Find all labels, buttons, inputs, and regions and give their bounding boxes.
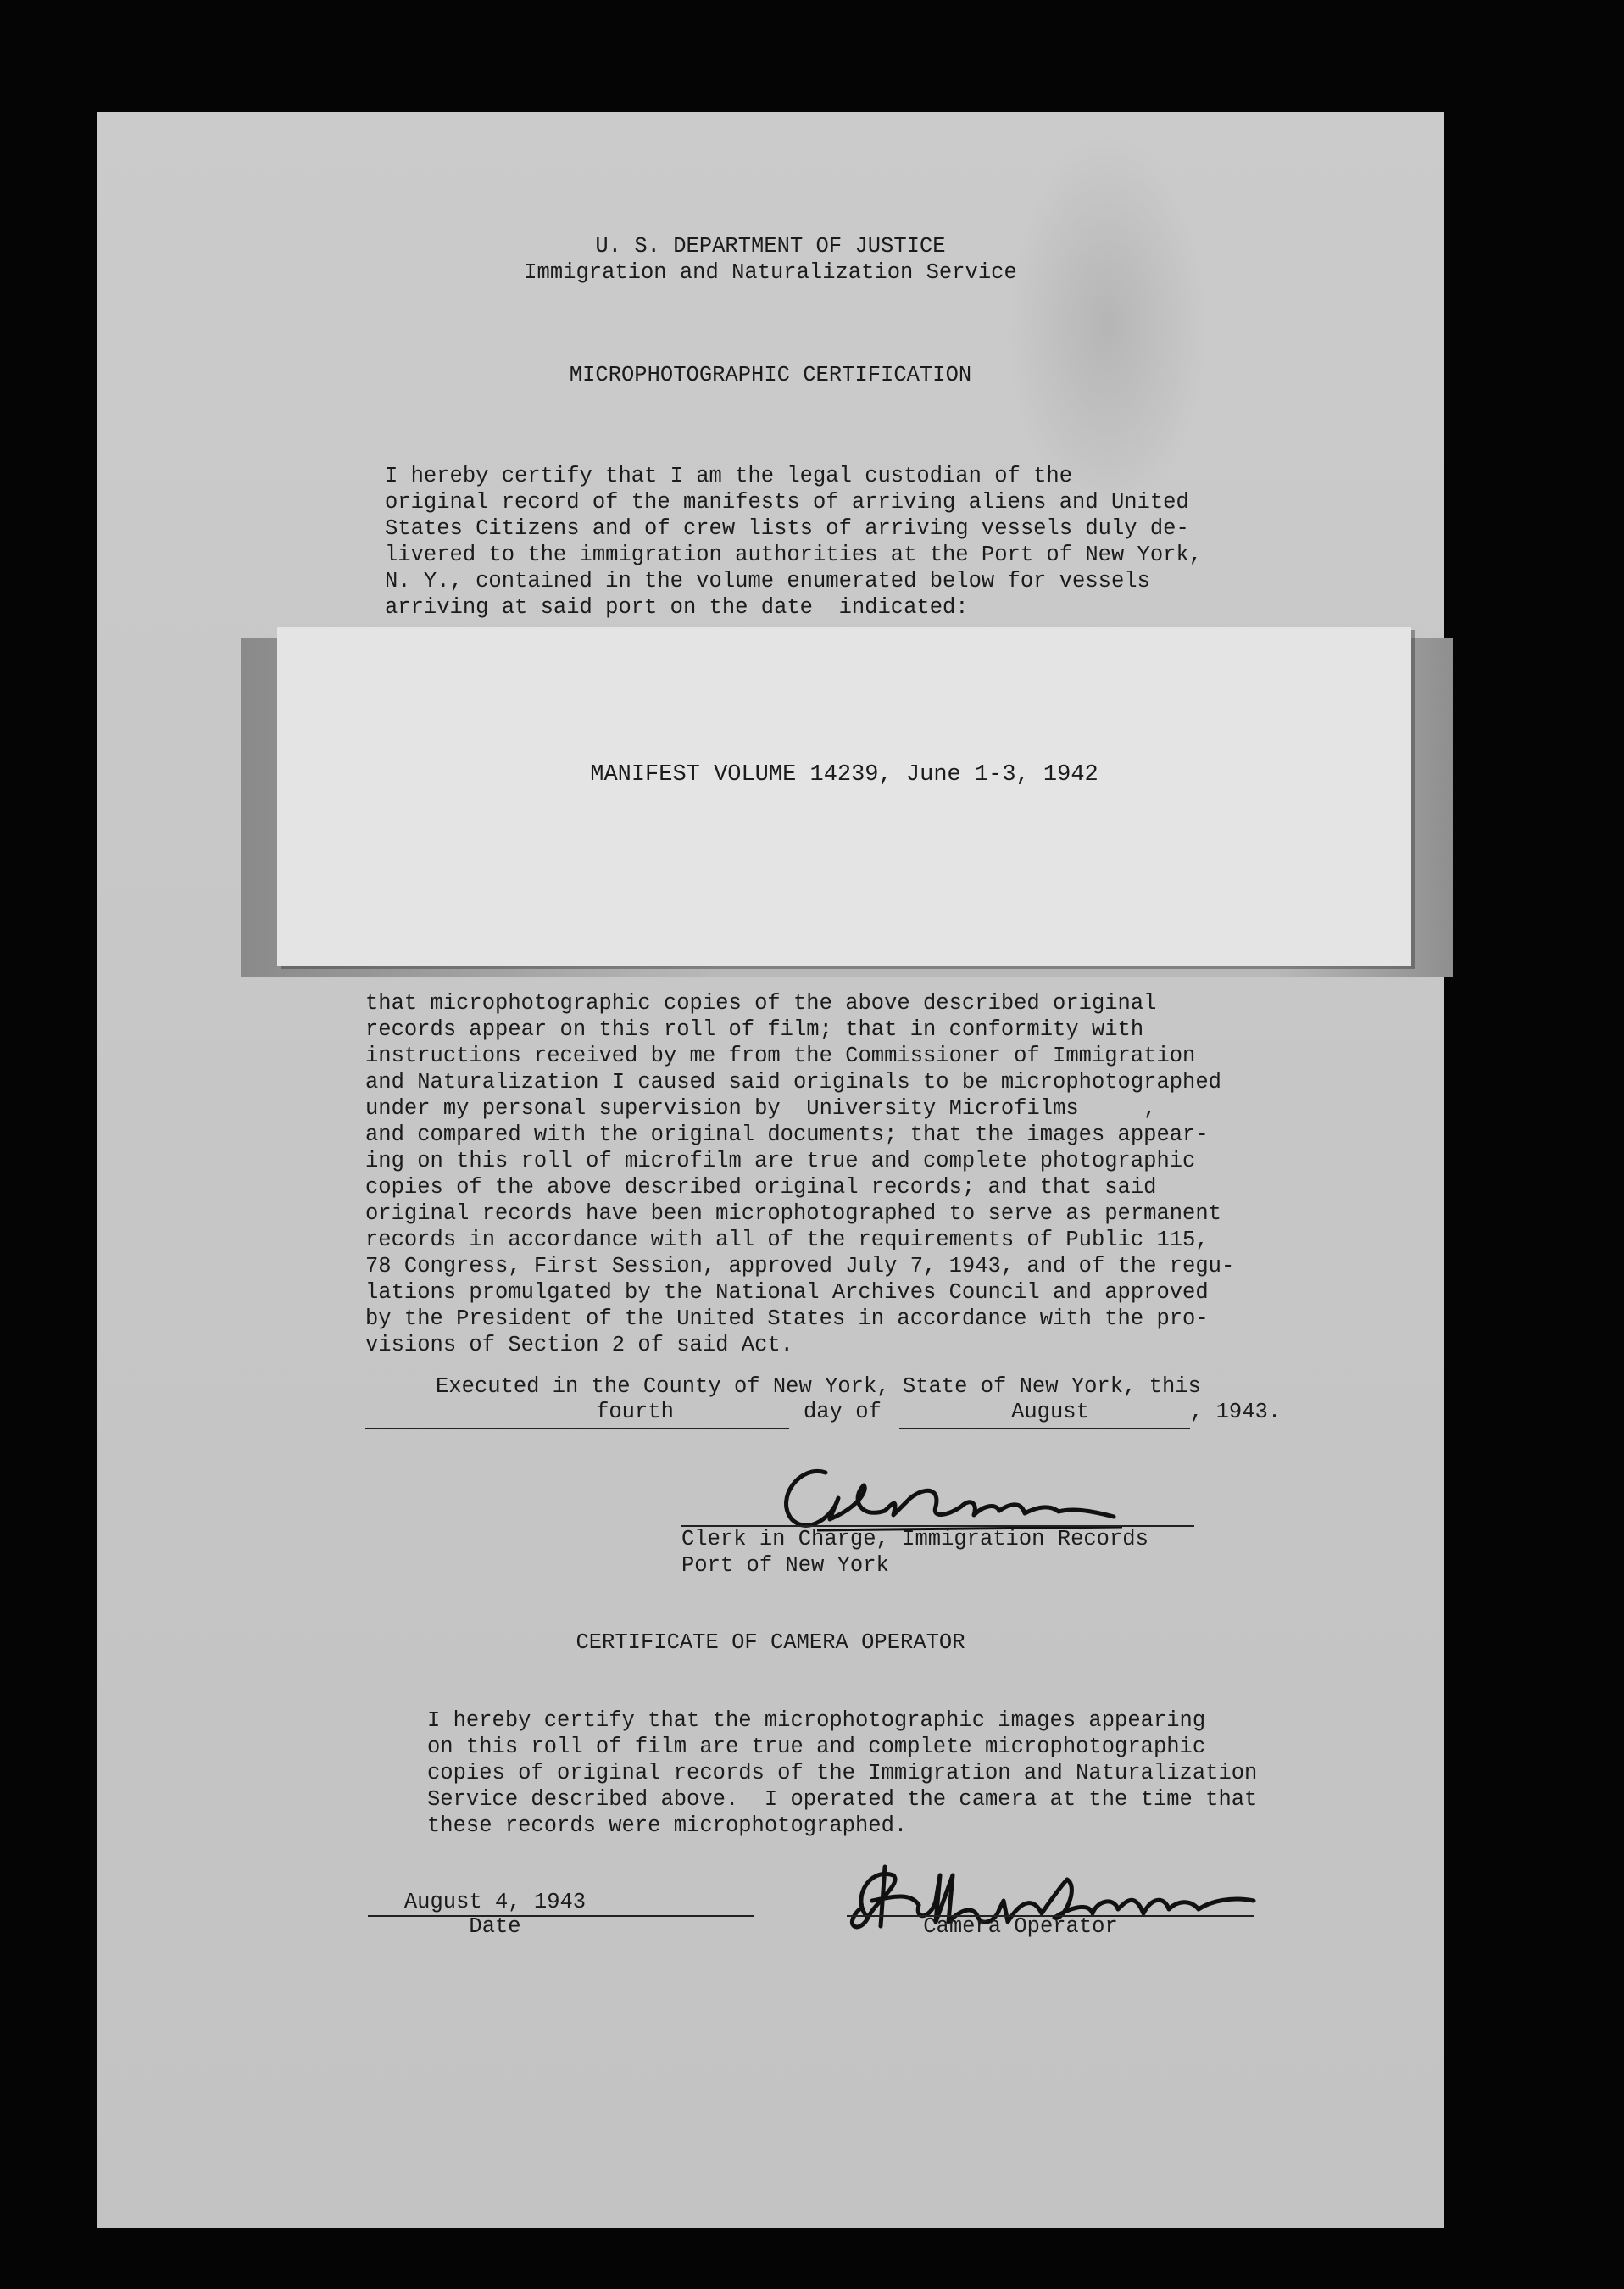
day-of-label: day of bbox=[804, 1400, 882, 1424]
intro-paragraph: I hereby certify that I am the legal custodian of the original record of the manifests of arriving aliens and United States Citizens and of crew lists of arriving vessels duly de- livered to the immigration authorities at the Port of New York, N. Y., contained in the volume enumerated below for vessels arriving at said port on the date indicated: bbox=[385, 464, 1203, 620]
manifest-slip bbox=[277, 627, 1411, 966]
agency-name: U. S. DEPARTMENT OF JUSTICE bbox=[595, 234, 946, 259]
execution-year: , 1943. bbox=[1190, 1400, 1282, 1424]
day-underline bbox=[365, 1428, 789, 1429]
camera-certificate-title: CERTIFICATE OF CAMERA OPERATOR bbox=[576, 1630, 965, 1655]
clerk-title: Clerk in Charge, Immigration Records Port of New York bbox=[681, 1527, 1148, 1578]
agency-header bbox=[97, 233, 1444, 286]
certificate-page bbox=[97, 112, 1444, 2228]
executed-statement: Executed in the County of New York, State of New York, this bbox=[436, 1374, 1201, 1399]
service-name: Immigration and Naturalization Service bbox=[524, 260, 1017, 285]
manifest-volume-text: MANIFEST VOLUME 14239, June 1-3, 1942 bbox=[590, 762, 1098, 788]
body-paragraph: that microphotographic copies of the above described original records appear on this roll of film; that in conformity with instructions received by me from the Commissioner of Immigration and Naturalization I caused said originals to be microphotographed under my personal supervision by University Microfilms , and compared with the original documents; that the images appear- ing on this roll of microfilm are true and complete photographic copies of the above described original records; and that said original records have been microphotographed to serve as permanent records in accordance with all of the requirements of Public 115, 78 Congress, First Session, approved July 7, 1943, and of the regu- lations promulgated by the National Archives Council and approved by the President of the United States in accordance with the pro- visions of Section 2 of said Act. bbox=[365, 991, 1235, 1357]
operator-label: Camera Operator bbox=[923, 1914, 1118, 1939]
month-underline bbox=[899, 1428, 1190, 1429]
certification-title: MICROPHOTOGRAPHIC CERTIFICATION bbox=[569, 363, 972, 387]
execution-day: fourth bbox=[596, 1400, 674, 1424]
date-label: Date bbox=[469, 1914, 521, 1939]
camera-certificate-paragraph: I hereby certify that the microphotographic images appearing on this roll of film are true and complete microphotographic copies of original records of the Immigration and Naturalization Service described above. I operated the camera at the time that these records were microphotographed. bbox=[427, 1708, 1258, 1838]
execution-month: August bbox=[1011, 1400, 1089, 1424]
certificate-date: August 4, 1943 bbox=[403, 1890, 587, 1914]
